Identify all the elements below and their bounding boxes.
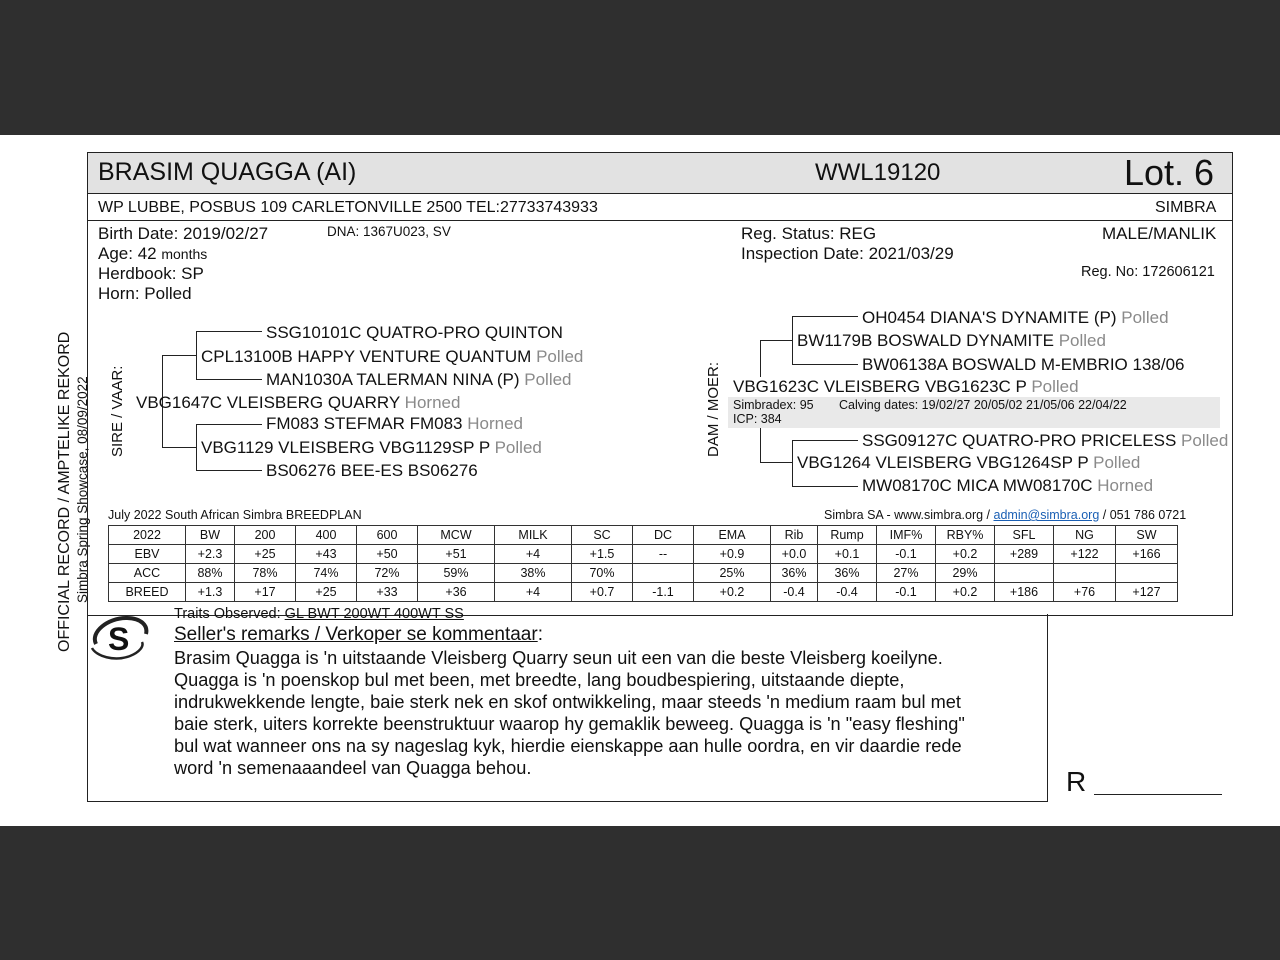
breedplan-cell: +0.2 bbox=[936, 545, 995, 564]
sire-branch bbox=[162, 355, 196, 356]
dam-dam bbox=[797, 453, 1140, 473]
breedplan-header-cell: RBY% bbox=[936, 526, 995, 545]
breedplan-cell: 36% bbox=[818, 564, 877, 583]
breedplan-row bbox=[109, 545, 1178, 564]
dam-dam-sire-horn: Polled bbox=[1181, 431, 1229, 450]
inspection-date: Inspection Date: 2021/03/29 bbox=[741, 244, 954, 263]
dam-sire-sire-name: OH0454 DIANA'S DYNAMITE (P) bbox=[862, 308, 1117, 327]
breed-label: SIMBRA bbox=[1155, 199, 1217, 216]
dam-branch bbox=[792, 316, 858, 317]
breedplan-cell: +76 bbox=[1054, 583, 1116, 602]
animal-name: BRASIM QUAGGA (AI) bbox=[98, 158, 357, 186]
owner-info: WP LUBBE, POSBUS 109 CARLETONVILLE 2500 TEL:27733743933 bbox=[98, 199, 598, 216]
breedplan-cell: +4 bbox=[495, 545, 572, 564]
breedplan-cell: +43 bbox=[296, 545, 357, 564]
breedplan-header-cell: Rib bbox=[771, 526, 818, 545]
breedplan-cell: +0.7 bbox=[572, 583, 633, 602]
dam-label: DAM / MOER: bbox=[705, 361, 722, 457]
breedplan-cell bbox=[1116, 564, 1178, 583]
simbradex: Simbradex: 95 bbox=[733, 398, 814, 412]
breedplan-cell bbox=[995, 564, 1054, 583]
dam-dam-name: VBG1264 VLEISBERG VBG1264SP P bbox=[797, 453, 1089, 472]
breedplan-cell: +0.1 bbox=[818, 545, 877, 564]
dam-dam-sire bbox=[862, 431, 1228, 451]
icp: ICP: 384 bbox=[733, 412, 782, 426]
calving-dates: Calving dates: 19/02/27 20/05/02 21/05/06 22/04/22 bbox=[839, 398, 1127, 412]
sire-bracket bbox=[196, 331, 197, 379]
dam-bracket bbox=[760, 340, 761, 377]
breedplan-cell: +25 bbox=[296, 583, 357, 602]
breedplan-cell: 70% bbox=[572, 564, 633, 583]
sire-sire-dam-name: MAN1030A TALERMAN NINA (P) bbox=[266, 370, 520, 389]
breedplan-cell: BREED bbox=[109, 583, 186, 602]
official-record-label: OFFICIAL RECORD / AMPTELIKE REKORD bbox=[56, 331, 73, 652]
breedplan-cell: +1.3 bbox=[186, 583, 235, 602]
dam-dam-horn: Polled bbox=[1093, 453, 1141, 472]
dam-horn: Polled bbox=[1031, 377, 1079, 396]
traits-observed bbox=[174, 606, 464, 622]
contact-email[interactable]: admin@simbra.org bbox=[993, 508, 1100, 522]
traits-value: GL BWT 200WT 400WT SS bbox=[284, 606, 464, 622]
dam-branch bbox=[792, 364, 858, 365]
horn-status: Horn: Polled bbox=[98, 284, 192, 303]
dam-sire-dam: BW06138A BOSWALD M-EMBRIO 138/06 bbox=[862, 355, 1185, 374]
price-field[interactable] bbox=[1094, 794, 1222, 795]
dam-sire-horn: Polled bbox=[1058, 331, 1106, 350]
dam-branch bbox=[792, 486, 858, 487]
sire-sire-dam bbox=[266, 370, 572, 390]
breedplan-cell bbox=[633, 564, 694, 583]
breedplan-cell: -0.1 bbox=[877, 545, 936, 564]
registration-code: WWL19120 bbox=[815, 159, 941, 186]
dam-name bbox=[733, 377, 1079, 397]
sire-sire-dam-horn: Polled bbox=[524, 370, 572, 389]
sire-horn: Horned bbox=[404, 393, 461, 412]
breedplan-cell: -0.4 bbox=[818, 583, 877, 602]
breedplan-cell: +33 bbox=[357, 583, 418, 602]
sire-dam-name: VBG1129 VLEISBERG VBG1129SP P bbox=[201, 438, 490, 457]
breedplan-header-cell: IMF% bbox=[877, 526, 936, 545]
breedplan-cell: -0.1 bbox=[877, 583, 936, 602]
breedplan-cell: +0.2 bbox=[936, 583, 995, 602]
breedplan-cell: +2.3 bbox=[186, 545, 235, 564]
sire-dam-sire-horn: Horned bbox=[467, 414, 523, 433]
breedplan-header-cell: 200 bbox=[235, 526, 296, 545]
remarks-line: word 'n semenaaandeel van Quagga behou. bbox=[174, 758, 532, 778]
sire-sire-horn: Polled bbox=[536, 347, 584, 366]
breedplan-header-cell: MILK bbox=[495, 526, 572, 545]
sire-branch bbox=[196, 331, 262, 332]
breedplan-cell: EBV bbox=[109, 545, 186, 564]
breedplan-header-cell: NG bbox=[1054, 526, 1116, 545]
sire-branch bbox=[196, 379, 262, 380]
remarks-line: baie sterk, uiters korrekte beenstruktuur waarop hy gemaklik beweeg. Quagga is 'n "easy fleshing" bbox=[174, 714, 965, 734]
breedplan-row bbox=[109, 583, 1178, 602]
breedplan-cell: 59% bbox=[418, 564, 495, 583]
sire-dam-sire-name: FM083 STEFMAR FM083 bbox=[266, 414, 463, 433]
breedplan-cell: 72% bbox=[357, 564, 418, 583]
dam-dam-dam-name: MW08170C MICA MW08170C bbox=[862, 476, 1093, 495]
sire-dam-sire bbox=[266, 414, 523, 434]
age-value: Age: 42 bbox=[98, 244, 157, 263]
dam-sire-name: BW1179B BOSWALD DYNAMITE bbox=[797, 331, 1054, 350]
birth-date: Birth Date: 2019/02/27 bbox=[98, 224, 269, 243]
dam-branch bbox=[792, 440, 858, 441]
breedplan-cell: +166 bbox=[1116, 545, 1178, 564]
breedplan-header-cell: SC bbox=[572, 526, 633, 545]
breedplan-row bbox=[109, 564, 1178, 583]
dam-dam-sire-name: SSG09127C QUATRO-PRO PRICELESS bbox=[862, 431, 1177, 450]
simbra-logo-icon bbox=[86, 612, 150, 664]
breedplan-cell: 88% bbox=[186, 564, 235, 583]
sire-branch bbox=[196, 424, 262, 425]
contact-prefix: Simbra SA - www.simbra.org / bbox=[824, 508, 991, 522]
sire-bracket bbox=[196, 424, 197, 470]
remarks-heading: Seller's remarks / Verkoper se kommentaar: bbox=[174, 624, 543, 645]
breedplan-cell: +122 bbox=[1054, 545, 1116, 564]
simbra-contact bbox=[824, 508, 1186, 522]
dam-sire-sire bbox=[862, 308, 1169, 328]
herdbook: Herdbook: SP bbox=[98, 264, 204, 283]
breedplan-header-cell: SFL bbox=[995, 526, 1054, 545]
dam-dam-dam bbox=[862, 476, 1153, 496]
breedplan-cell: 29% bbox=[936, 564, 995, 583]
sire-dam-horn: Polled bbox=[494, 438, 542, 457]
remarks-line: indrukwekkende lengte, baie sterk nek en skof ontwikkeling, maar steeds 'n medium raam bul met bbox=[174, 692, 961, 712]
traits-label: Traits Observed: bbox=[174, 606, 281, 622]
dam-bracket bbox=[792, 316, 793, 364]
breedplan-cell: 36% bbox=[771, 564, 818, 583]
breedplan-title: July 2022 South African Simbra BREEDPLAN bbox=[108, 508, 362, 522]
breedplan-header-cell: 400 bbox=[296, 526, 357, 545]
breedplan-cell: +0.9 bbox=[694, 545, 771, 564]
breedplan-cell: +0.0 bbox=[771, 545, 818, 564]
breedplan-header-cell: EMA bbox=[694, 526, 771, 545]
breedplan-cell: ACC bbox=[109, 564, 186, 583]
breedplan-header-cell: DC bbox=[633, 526, 694, 545]
sire-sire bbox=[201, 347, 583, 367]
breedplan-cell: +17 bbox=[235, 583, 296, 602]
breedplan-cell: +1.5 bbox=[572, 545, 633, 564]
breedplan-cell: -0.4 bbox=[771, 583, 818, 602]
remarks-line: Quagga is 'n poenskop bul met been, met breedte, lang boudbespiering, uitstaande diepte, bbox=[174, 670, 905, 690]
sire-sire-name: CPL13100B HAPPY VENTURE QUANTUM bbox=[201, 347, 532, 366]
dam-branch bbox=[760, 340, 792, 341]
breedplan-cell: +0.2 bbox=[694, 583, 771, 602]
breedplan-cell: -1.1 bbox=[633, 583, 694, 602]
reg-number: Reg. No: 172606121 bbox=[1081, 264, 1215, 280]
dam-sire bbox=[797, 331, 1106, 351]
remarks-body bbox=[174, 647, 965, 779]
showcase-label: Simbra Spring Showcase, 08/09/2022 bbox=[75, 376, 90, 603]
sex: MALE/MANLIK bbox=[1102, 224, 1217, 243]
sire-dam bbox=[201, 438, 542, 458]
breedplan-cell: 38% bbox=[495, 564, 572, 583]
price-currency: R bbox=[1066, 766, 1087, 797]
sire-label: SIRE / VAAR: bbox=[109, 365, 126, 457]
breedplan-header-row bbox=[109, 526, 1178, 545]
breedplan-header-cell: MCW bbox=[418, 526, 495, 545]
sire-branch bbox=[196, 470, 262, 471]
breedplan-cell: 25% bbox=[694, 564, 771, 583]
breedplan-header-cell: SW bbox=[1116, 526, 1178, 545]
sire-branch bbox=[162, 447, 196, 448]
sire-name-text: VBG1647C VLEISBERG QUARRY bbox=[136, 393, 400, 412]
breedplan-header-cell: 2022 bbox=[109, 526, 186, 545]
remarks-heading-text: Seller's remarks / Verkoper se kommentaar bbox=[174, 624, 538, 645]
breedplan-cell: 74% bbox=[296, 564, 357, 583]
lot-number: Lot. 6 bbox=[1124, 152, 1215, 193]
contact-phone: / 051 786 0721 bbox=[1102, 508, 1187, 522]
breedplan-cell: +127 bbox=[1116, 583, 1178, 602]
dam-dam-dam-horn: Horned bbox=[1097, 476, 1154, 495]
breedplan-cell bbox=[1054, 564, 1116, 583]
dam-bracket bbox=[760, 428, 761, 463]
dna-info: DNA: 1367U023, SV bbox=[327, 224, 451, 239]
breedplan-header-cell: BW bbox=[186, 526, 235, 545]
breedplan-cell: 78% bbox=[235, 564, 296, 583]
dam-name-text: VBG1623C VLEISBERG VBG1623C P bbox=[733, 377, 1027, 396]
reg-status: Reg. Status: REG bbox=[741, 224, 877, 243]
age-unit: months bbox=[161, 246, 208, 262]
dam-bracket bbox=[792, 440, 793, 486]
dam-sire-sire-horn: Polled bbox=[1121, 308, 1169, 327]
sire-sire-sire: SSG10101C QUATRO-PRO QUINTON bbox=[266, 323, 563, 342]
logo-letter: S bbox=[108, 621, 130, 657]
breedplan-cell: -- bbox=[633, 545, 694, 564]
remarks-line: bul wat wanneer ons na sy nageslag kyk, hierdie eienskappe aan hulle oordra, en vir daardie rede bbox=[174, 736, 962, 756]
dam-branch bbox=[760, 462, 792, 463]
sire-dam-dam: BS06276 BEE-ES BS06276 bbox=[266, 461, 478, 480]
breedplan-cell: +50 bbox=[357, 545, 418, 564]
breedplan-cell: 27% bbox=[877, 564, 936, 583]
breedplan-table bbox=[108, 525, 1178, 602]
age bbox=[98, 244, 207, 264]
remarks-line: Brasim Quagga is 'n uitstaande Vleisberg Quarry seun uit een van die beste Vleisberg koeilyne. bbox=[174, 648, 943, 668]
breedplan-header-cell: 600 bbox=[357, 526, 418, 545]
breedplan-cell: +186 bbox=[995, 583, 1054, 602]
breedplan-header-cell: Rump bbox=[818, 526, 877, 545]
sire-name bbox=[136, 393, 460, 413]
breedplan-cell: +289 bbox=[995, 545, 1054, 564]
breedplan-cell: +36 bbox=[418, 583, 495, 602]
breedplan-cell: +25 bbox=[235, 545, 296, 564]
breedplan-cell: +4 bbox=[495, 583, 572, 602]
breedplan-cell: +51 bbox=[418, 545, 495, 564]
